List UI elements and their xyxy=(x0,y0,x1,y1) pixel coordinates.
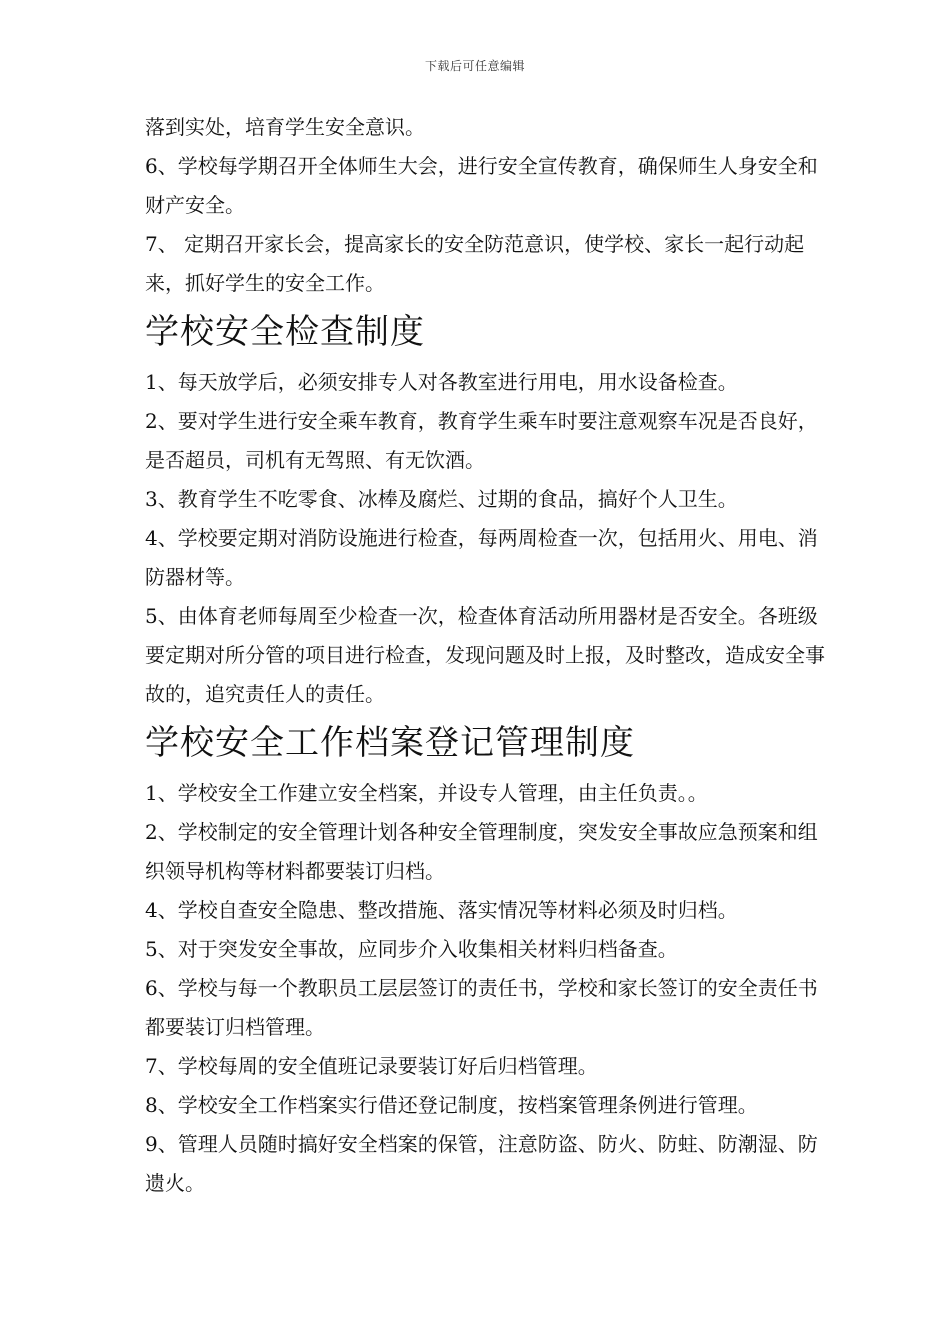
paragraph: 6、学校每学期召开全体师生大会，进行安全宣传教育，确保师生人身安全和财产安全。 xyxy=(145,154,818,217)
list-item: 7、学校每周的安全值班记录要装订好后归档管理。 xyxy=(145,1054,598,1078)
list-item: 4、学校自查安全隐患、整改措施、落实情况等材料必须及时归档。 xyxy=(145,898,738,922)
paragraph: 7、 定期召开家长会，提高家长的安全防范意识，使学校、家长一起行动起来，抓好学生的安全工作。 xyxy=(145,232,805,295)
page-header: 下载后可任意编辑 xyxy=(424,59,525,73)
list-item: 1、每天放学后，必须安排专人对各教室进行用电，用水设备检查。 xyxy=(145,370,738,394)
list-item: 6、学校与每一个教职员工层层签订的责任书，学校和家长签订的安全责任书都要装订归档管理。 xyxy=(145,976,818,1039)
intro-section xyxy=(145,108,825,303)
section-title: 学校安全检查制度 xyxy=(145,312,425,352)
list-item: 2、学校制定的安全管理计划各种安全管理制度，突发安全事故应急预案和组织领导机构等材料都要装订归档。 xyxy=(145,820,818,883)
list-item: 1、学校安全工作建立安全档案，并设专人管理，由主任负责。。 xyxy=(145,781,708,805)
inspection-section xyxy=(145,309,825,714)
list-item: 3、教育学生不吃零食、冰棒及腐烂、过期的食品，搞好个人卫生。 xyxy=(145,487,738,511)
list-item: 4、学校要定期对消防设施进行检查，每两周检查一次，包括用火、用电、消防器材等。 xyxy=(145,526,818,589)
list-item: 5、对于突发安全事故，应同步介入收集相关材料归档备查。 xyxy=(145,937,678,961)
document-body xyxy=(145,108,825,1203)
paragraph: 落到实处，培育学生安全意识。 xyxy=(145,115,425,139)
archive-section xyxy=(145,720,825,1203)
section-title: 学校安全工作档案登记管理制度 xyxy=(145,723,635,763)
list-item: 9、管理人员随时搞好安全档案的保管，注意防盗、防火、防蛀、防潮湿、防遗火。 xyxy=(145,1132,818,1195)
list-item: 5、由体育老师每周至少检查一次，检查体育活动所用器材是否安全。各班级要定期对所分管的项目进行检查，发现问题及时上报，及时整改，造成安全事故的，追究责任人的责任。 xyxy=(145,604,825,706)
list-item: 2、要对学生进行安全乘车教育，教育学生乘车时要注意观察车况是否良好，是否超员，司机有无驾照、有无饮酒。 xyxy=(145,409,818,472)
list-item: 8、学校安全工作档案实行借还登记制度，按档案管理条例进行管理。 xyxy=(145,1093,758,1117)
